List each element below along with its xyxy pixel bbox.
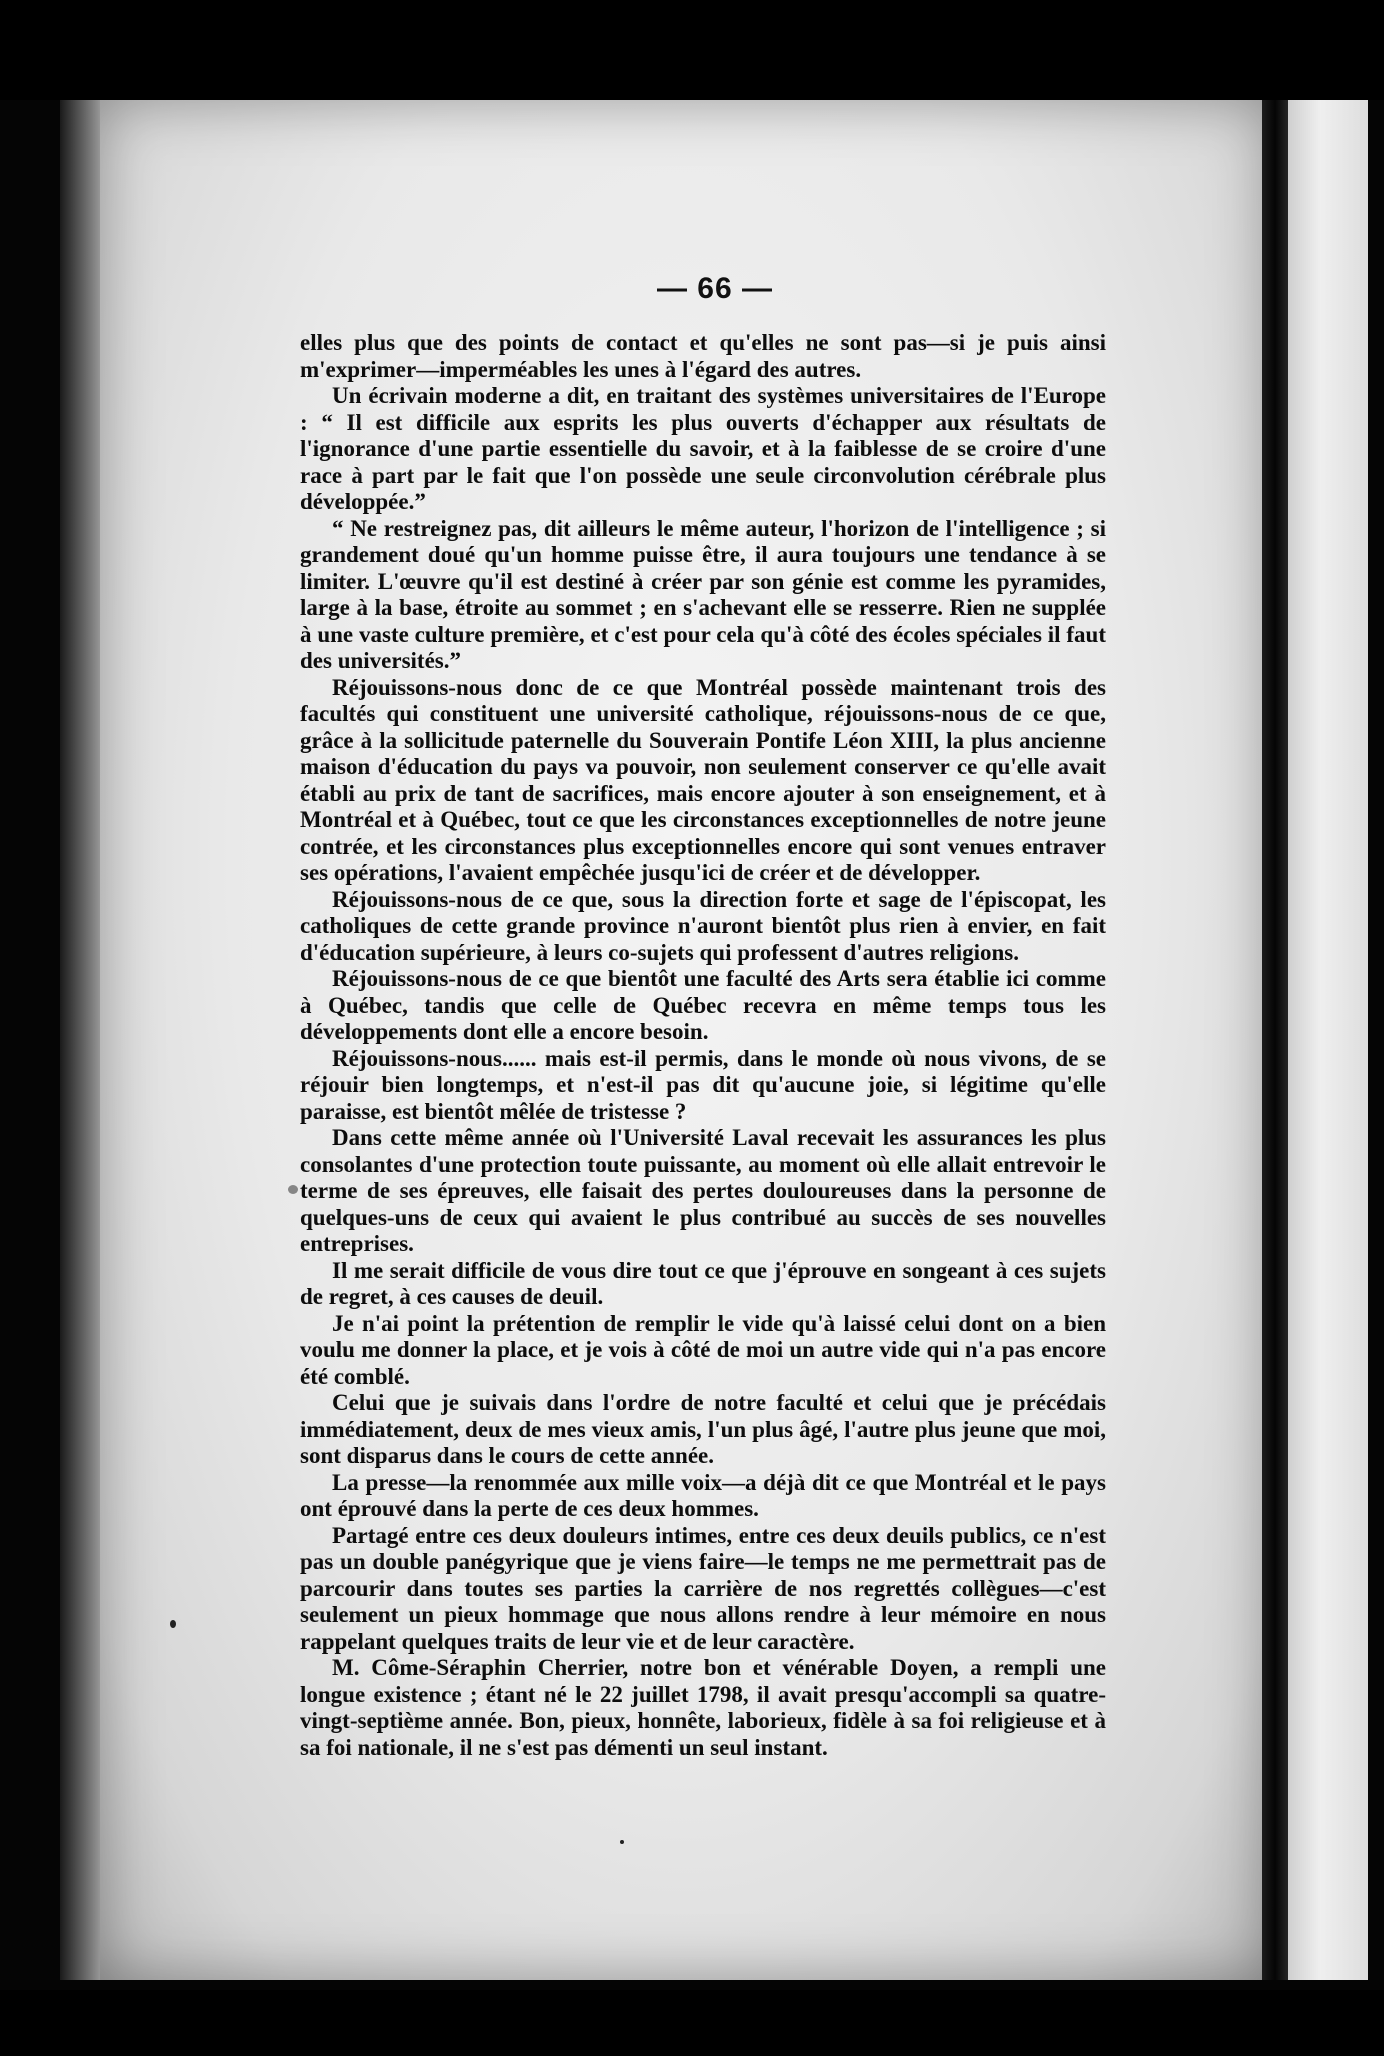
paragraph: Réjouissons-nous donc de ce que Montréal possède maintenant trois des facultés qui constituent une université catholique, réjouissons-nous de ce que, grâce à la sollicitude paternelle du Souverain Pontife Léon XIII, la plus ancienne maison d'éducation du pays va pouvoir, non seulement conserver ce qu'elle avait établi au prix de tant de sacrifices, mais encore ajouter à son enseignement, et à Montréal et à Québec, tout ce que les circonstances exceptionnelles de notre jeune contrée, et les circonstances plus exceptionnelles encore qui sont venues entraver ses opérations, l'avaient empêchée jusqu'ici de créer et de développer. xyxy=(300,674,1106,885)
paragraph: Il me serait difficile de vous dire tout ce que j'éprouve en songeant à ces sujets de regret, à ces causes de deuil. xyxy=(300,1257,1106,1309)
scan-speck xyxy=(288,1185,298,1194)
paragraph: Réjouissons-nous de ce que, sous la direction forte et sage de l'épiscopat, les catholiques de cette grande province n'auront bientôt plus rien à envier, en fait d'éducation supérieure, à leurs co-sujets qui professent d'autres religions. xyxy=(300,886,1106,965)
body-text xyxy=(300,330,1106,1780)
page-number: — 66 — xyxy=(656,272,774,305)
paragraph: Un écrivain moderne a dit, en traitant des systèmes universitaires de l'Europe : “ Il est difficile aux esprits les plus ouverts d'échapper aux résultats de l'ignorance d'une partie essentielle du savoir, et à la faiblesse de se croire d'une race à part par le fait que l'on possède une seule circonvolution cérébrale plus développée.” xyxy=(300,383,1106,514)
paragraph: Réjouissons-nous...... mais est-il permis, dans le monde où nous vivons, de se réjouir bien longtemps, et n'est-il pas dit qu'aucune joie, si légitime qu'elle paraisse, est bientôt mêlée de tristesse ? xyxy=(300,1045,1106,1124)
paragraph: Réjouissons-nous de ce que bientôt une faculté des Arts sera établie ici comme à Québec, tandis que celle de Québec recevra en même temps tous les développements dont elle a encore besoin. xyxy=(300,966,1106,1044)
paragraph: La presse—la renommée aux mille voix—a déjà dit ce que Montréal et le pays ont éprouvé dans la perte de ces deux hommes. xyxy=(300,1469,1106,1521)
paragraph: Je n'ai point la prétention de remplir le vide qu'à laissé celui dont on a bien voulu me donner la place, et je vois à côté de moi un autre vide qui n'a pas encore été comblé. xyxy=(300,1310,1106,1389)
page-gutter xyxy=(1262,100,1288,1980)
scan-speck xyxy=(620,1840,624,1844)
film-border-bottom xyxy=(0,1990,1384,2056)
paragraph: M. Côme-Séraphin Cherrier, notre bon et vénérable Doyen, a rempli une longue existence ; étant né le 22 juillet 1798, il avait presqu'accompli sa quatre-vingt-septième année. Bon, pieux, honnête, laborieux, fidèle à sa foi religieuse et à sa foi nationale, il ne s'est pas démenti un seul instant. xyxy=(300,1655,1106,1760)
paragraph: elles plus que des points de contact et qu'elles ne sont pas—si je puis ainsi m'exprimer—imperméables les unes à l'égard des autres. xyxy=(300,330,1106,382)
scan-speck xyxy=(170,1620,176,1628)
film-border-top xyxy=(0,0,1384,100)
paragraph: “ Ne restreignez pas, dit ailleurs le même auteur, l'horizon de l'intelligence ; si grandement doué qu'un homme puisse être, il aura toujours une tendance à se limiter. L'œuvre qu'il est destiné à créer par son génie est comme les pyramides, large à la base, étroite au sommet ; en s'achevant elle se resserre. Rien ne supplée à une vaste culture première, et c'est pour cela qu'à côté des écoles spéciales il faut des universités.” xyxy=(300,515,1106,673)
paragraph: Dans cette même année où l'Université Laval recevait les assurances les plus consolantes d'une protection toute puissante, au moment où elle allait entrevoir le terme de ses épreuves, elle faisait des pertes douloureuses dans la personne de quelques-uns de ceux qui avaient le plus contribué au succès de ses nouvelles entreprises. xyxy=(300,1125,1106,1256)
paragraph: Partagé entre ces deux douleurs intimes, entre ces deux deuils publics, ce n'est pas un double panégyrique que je viens faire—le temps ne me permettrait pas de parcourir dans toutes ses parties la carrière de nos regrettés collègues—c'est seulement un pieux hommage que nous allons rendre à leur mémoire en nous rappelant quelques traits de leur vie et de leur caractère. xyxy=(300,1522,1106,1654)
paragraph: Celui que je suivais dans l'ordre de notre faculté et celui que je précédais immédiatement, deux de mes vieux amis, l'un plus âgé, l'autre plus jeune que moi, sont disparus dans le cours de cette année. xyxy=(300,1390,1106,1468)
adjacent-page-edge xyxy=(1288,100,1368,1980)
